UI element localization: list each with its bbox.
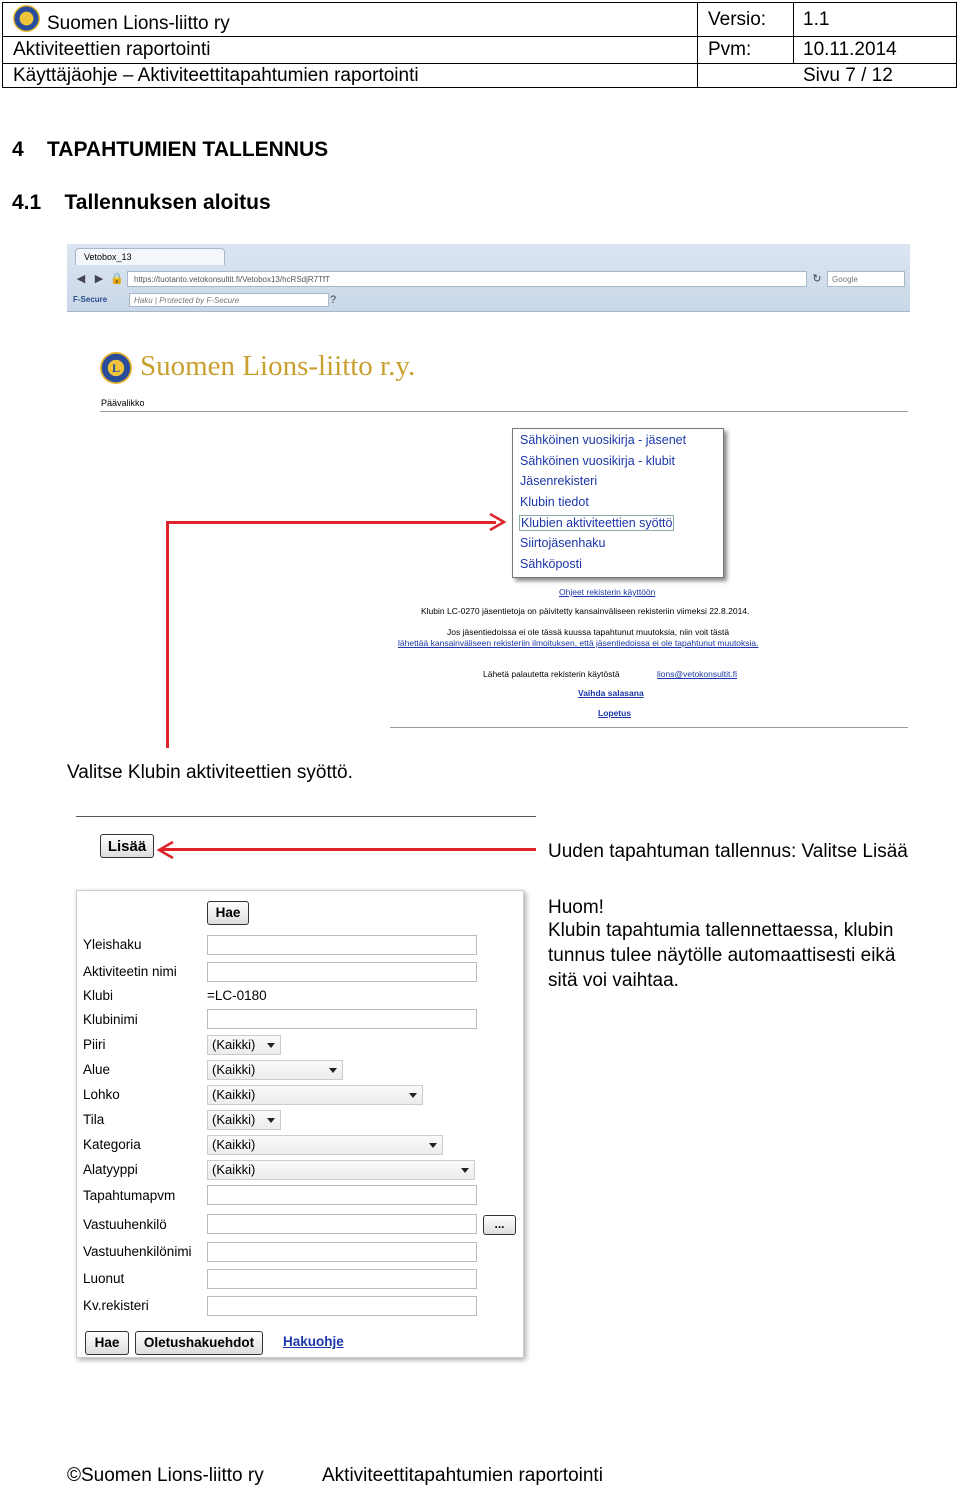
page-number: Sivu 7 / 12 <box>803 65 893 86</box>
chevron-down-icon <box>429 1143 437 1148</box>
help-link[interactable]: Ohjeet rekisterin käyttöön <box>559 587 656 597</box>
back-icon[interactable]: ◀ <box>76 273 86 285</box>
alue-select[interactable] <box>207 1060 343 1080</box>
alue-select-value: (Kaikki) <box>212 1062 256 1077</box>
piiri-select[interactable] <box>207 1035 281 1055</box>
divider-bottom <box>390 727 908 728</box>
subsection-heading: 4.1 Tallennuksen aloitus <box>12 191 271 214</box>
bottom-search-button[interactable]: Hae <box>85 1331 129 1355</box>
yleishaku-input[interactable] <box>207 935 477 955</box>
label-tila: Tila <box>83 1112 105 1127</box>
divider <box>100 411 908 412</box>
chevron-down-icon <box>267 1043 275 1048</box>
version-label: Versio: <box>708 9 767 30</box>
change-password-link[interactable]: Vaihda salasana <box>578 688 644 698</box>
report-link[interactable]: lähettää kansainväliseen rekisteriin ilmoituksen, että jäsentiedoissa ei ole tapahtunut muutoksia. <box>398 638 759 648</box>
chevron-down-icon <box>267 1118 275 1123</box>
klubi-value: =LC-0180 <box>207 988 267 1003</box>
note-line-2: tunnus tulee näytölle automaattisesti eikä <box>548 945 896 966</box>
arrow-line-vertical <box>166 521 169 748</box>
piiri-select-value: (Kaikki) <box>212 1037 256 1052</box>
arrow-line-lisaa <box>160 848 536 851</box>
feedback-email-link[interactable]: lions@vetokonsultit.fi <box>657 669 737 679</box>
add-button[interactable]: Lisää <box>100 834 154 858</box>
label-alatyyppi: Alatyyppi <box>83 1162 138 1177</box>
menu-item-siirtojasenhaku[interactable]: Siirtojäsenhaku <box>520 536 606 550</box>
vastuuhenkilo-input[interactable] <box>207 1214 477 1234</box>
klubinimi-input[interactable] <box>207 1009 477 1029</box>
kategoria-select-value: (Kaikki) <box>212 1137 256 1152</box>
new-event-caption: Uuden tapahtuman tallennus: Valitse Lisää <box>548 841 908 862</box>
header-org: Suomen Lions-liitto ry <box>47 13 230 34</box>
feedback-text: Lähetä palautetta rekisterin käytöstä <box>483 669 620 679</box>
search-box[interactable]: Google <box>827 271 905 287</box>
document-header <box>2 2 957 88</box>
header-divider <box>697 3 698 87</box>
label-piiri: Piiri <box>83 1037 106 1052</box>
kategoria-select[interactable] <box>207 1135 443 1155</box>
label-luonut: Luonut <box>83 1271 125 1286</box>
fsecure-label: F-Secure <box>73 295 108 304</box>
label-alue: Alue <box>83 1062 111 1077</box>
tila-select[interactable] <box>207 1110 281 1130</box>
form-top-divider <box>76 816 536 817</box>
lock-icon: 🔒 <box>110 273 124 285</box>
address-bar[interactable]: https://tuotanto.vetokonsultit.fi/Vetobox13/hcRSdjR7TfT <box>127 271 807 287</box>
chevron-down-icon <box>329 1068 337 1073</box>
label-kv-rekisteri: Kv.rekisteri <box>83 1298 149 1313</box>
help-icon[interactable]: ? <box>329 294 337 306</box>
menu-item-sahkoposti[interactable]: Sähköposti <box>520 557 582 571</box>
search-help-link[interactable]: Hakuohje <box>283 1334 344 1349</box>
label-tapahtumapvm: Tapahtumapvm <box>83 1188 176 1203</box>
luonut-input[interactable] <box>207 1269 477 1289</box>
select-caption: Valitse Klubin aktiviteettien syöttö. <box>67 762 353 783</box>
chevron-down-icon <box>461 1168 469 1173</box>
note-title: Huom! <box>548 897 604 918</box>
tila-select-value: (Kaikki) <box>212 1112 256 1127</box>
menu-item-klubin-tiedot[interactable]: Klubin tiedot <box>520 495 589 509</box>
footer-copyright: ©Suomen Lions-liitto ry <box>67 1465 264 1486</box>
alatyyppi-select[interactable] <box>207 1160 475 1180</box>
lohko-select-value: (Kaikki) <box>212 1087 256 1102</box>
lions-org-name: Suomen Lions-liitto r.y. <box>140 350 416 382</box>
lions-logo-icon <box>13 5 40 32</box>
menu-item-vuosikirja-jasenet[interactable]: Sähköinen vuosikirja - jäsenet <box>520 433 687 447</box>
lohko-select[interactable] <box>207 1085 423 1105</box>
section-heading: 4 TAPAHTUMIEN TALLENNUS <box>12 138 329 161</box>
label-klubi: Klubi <box>83 988 114 1003</box>
arrow-head-right-icon <box>488 512 508 532</box>
default-criteria-button[interactable]: Oletushakuehdot <box>135 1331 263 1355</box>
vastuuhenkilo-lookup-button[interactable]: ... <box>483 1215 516 1235</box>
browser-tab[interactable]: Vetobox_13 <box>75 248 225 265</box>
fsecure-search[interactable]: Haku | Protected by F-Secure <box>129 293 329 307</box>
date-label: Pvm: <box>708 39 752 60</box>
label-aktiviteetin-nimi: Aktiviteetin nimi <box>83 964 177 979</box>
info-line-1: Klubin LC-0270 jäsentietoja on päivitetty kansainväliseen rekisteriin viimeksi 22.8.2014. <box>421 606 750 616</box>
date-value: 10.11.2014 <box>803 39 897 60</box>
note-line-1: Klubin tapahtumia tallennettaessa, klubin <box>548 920 894 941</box>
kv-rekisteri-input[interactable] <box>207 1296 477 1316</box>
label-lohko: Lohko <box>83 1087 120 1102</box>
menu-item-vuosikirja-klubit[interactable]: Sähköinen vuosikirja - klubit <box>520 454 675 468</box>
header-divider-2 <box>793 3 794 63</box>
breadcrumb: Päävalikko <box>101 398 145 408</box>
search-button[interactable]: Hae <box>207 901 249 925</box>
doc-title: Aktiviteettien raportointi <box>13 39 211 60</box>
label-kategoria: Kategoria <box>83 1137 141 1152</box>
chevron-down-icon <box>409 1093 417 1098</box>
note-line-3: sitä voi vaihtaa. <box>548 970 679 991</box>
label-vastuuhenkilo: Vastuuhenkilö <box>83 1217 167 1232</box>
aktiviteetin-nimi-input[interactable] <box>207 962 477 982</box>
footer-title: Aktiviteettitapahtumien raportointi <box>322 1465 603 1486</box>
menu-item-jasenrekisteri[interactable]: Jäsenrekisteri <box>520 474 598 488</box>
lions-emblem-icon: L <box>100 352 132 384</box>
alatyyppi-select-value: (Kaikki) <box>212 1162 256 1177</box>
forward-icon[interactable]: ▶ <box>94 273 104 285</box>
label-klubinimi: Klubinimi <box>83 1012 138 1027</box>
version-value: 1.1 <box>803 9 830 30</box>
info-line-2: Jos jäsentiedoissa ei ole tässä kuussa tapahtunut muutoksia, niin voit tästä <box>447 627 730 637</box>
search-form <box>76 890 524 1358</box>
label-yleishaku: Yleishaku <box>83 937 142 952</box>
main-menu <box>512 428 724 578</box>
browser-chrome <box>67 244 910 312</box>
menu-item-aktiviteettien-syotto[interactable]: Klubien aktiviteettien syöttö <box>521 516 673 530</box>
logout-link[interactable]: Lopetus <box>598 708 632 718</box>
label-vastuuhenkilonimi: Vastuuhenkilönimi <box>83 1244 192 1259</box>
doc-subtitle: Käyttäjäohje – Aktiviteettitapahtumien raportointi <box>13 65 419 86</box>
tapahtumapvm-input[interactable] <box>207 1185 477 1205</box>
vastuuhenkilonimi-input[interactable] <box>207 1242 477 1262</box>
arrow-line-horizontal <box>166 521 496 524</box>
reload-icon[interactable]: ↻ <box>812 273 822 285</box>
